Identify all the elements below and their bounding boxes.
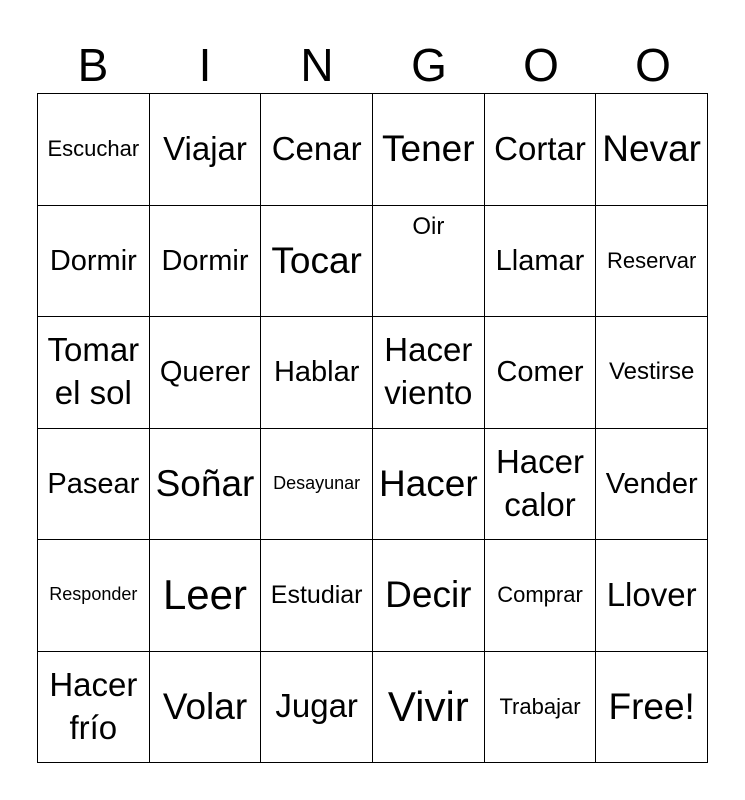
bingo-cell[interactable] <box>485 206 597 318</box>
bingo-cell[interactable] <box>373 429 485 541</box>
bingo-cell[interactable] <box>261 317 373 429</box>
header-letter-g: G <box>411 39 447 91</box>
cell-text: Llover <box>606 575 697 613</box>
bingo-cell[interactable] <box>485 94 597 206</box>
bingo-cell[interactable] <box>38 94 150 206</box>
bingo-cell[interactable] <box>373 317 485 429</box>
bingo-cell[interactable] <box>485 540 597 652</box>
bingo-cell[interactable] <box>150 206 262 318</box>
bingo-cell[interactable] <box>373 652 485 764</box>
bingo-cell[interactable] <box>373 206 485 318</box>
bingo-card-grid <box>37 93 708 763</box>
cell-text: Reservar <box>607 247 697 273</box>
bingo-cell[interactable] <box>373 94 485 206</box>
header-letter-o-2: O <box>635 39 671 91</box>
cell-text: Dormir <box>49 244 137 277</box>
bingo-cell[interactable] <box>596 206 708 318</box>
bingo-cell[interactable] <box>261 429 373 541</box>
header-letter-i: I <box>198 39 212 91</box>
cell-text: Pasear <box>47 467 140 500</box>
bingo-cell[interactable] <box>261 540 373 652</box>
cell-text: Desayunar <box>273 472 361 493</box>
cell-text: Cenar <box>271 129 362 167</box>
free-space-text: Free! <box>608 685 695 727</box>
bingo-cell[interactable] <box>596 94 708 206</box>
bingo-cell[interactable] <box>150 94 262 206</box>
cell-text: Estudiar <box>270 580 363 609</box>
cell-text: Soñar <box>155 462 255 504</box>
cell-text: Volar <box>162 685 248 727</box>
bingo-cell[interactable] <box>373 540 485 652</box>
bingo-cell[interactable] <box>596 429 708 541</box>
cell-text: Escuchar <box>47 136 140 162</box>
cell-text: Hacer frío <box>49 665 138 746</box>
bingo-cell[interactable] <box>485 429 597 541</box>
header-letter-b: B <box>77 39 109 91</box>
bingo-cell[interactable] <box>38 652 150 764</box>
bingo-cell[interactable] <box>150 317 262 429</box>
cell-text: Vestirse <box>608 358 695 386</box>
bingo-cell[interactable] <box>485 652 597 764</box>
bingo-cell[interactable] <box>485 317 597 429</box>
cell-text: Hacer calor <box>495 442 584 523</box>
bingo-cell[interactable] <box>261 652 373 764</box>
cell-text: Vivir <box>387 682 469 730</box>
cell-text: Oir <box>412 212 445 240</box>
bingo-cell[interactable] <box>38 429 150 541</box>
header-letter-n: N <box>300 39 334 91</box>
cell-text: Cortar <box>494 129 586 167</box>
cell-text: Trabajar <box>499 693 581 719</box>
bingo-cell[interactable] <box>150 540 262 652</box>
cell-text: Responder <box>49 584 138 605</box>
cell-text: Decir <box>385 574 472 616</box>
cell-text: Tocar <box>271 239 362 281</box>
bingo-cell[interactable] <box>150 652 262 764</box>
cell-text: Hacer viento <box>384 331 473 412</box>
bingo-cell[interactable] <box>261 94 373 206</box>
bingo-cell[interactable] <box>596 540 708 652</box>
cell-text: Comprar <box>497 582 583 608</box>
cell-text: Tomar el sol <box>47 331 140 412</box>
cell-text: Hablar <box>273 356 360 389</box>
bingo-cell[interactable] <box>261 206 373 318</box>
cell-text: Jugar <box>275 687 358 725</box>
bingo-header <box>37 38 709 93</box>
bingo-cell[interactable] <box>38 206 150 318</box>
cell-text: Llamar <box>495 244 585 277</box>
cell-text: Tener <box>382 128 475 170</box>
bingo-cell[interactable] <box>596 317 708 429</box>
cell-text: Leer <box>162 571 248 619</box>
free-space-cell[interactable] <box>596 652 708 764</box>
header-letter-o: O <box>523 39 559 91</box>
cell-text: Querer <box>159 356 251 389</box>
cell-text: Dormir <box>161 244 249 277</box>
cell-text: Vender <box>605 467 698 500</box>
bingo-cell[interactable] <box>38 317 150 429</box>
cell-text: Hacer <box>378 462 478 504</box>
cell-text: Nevar <box>602 128 701 170</box>
bingo-cell[interactable] <box>150 429 262 541</box>
cell-text: Viajar <box>163 129 247 167</box>
cell-text: Comer <box>496 356 584 389</box>
bingo-cell[interactable] <box>38 540 150 652</box>
